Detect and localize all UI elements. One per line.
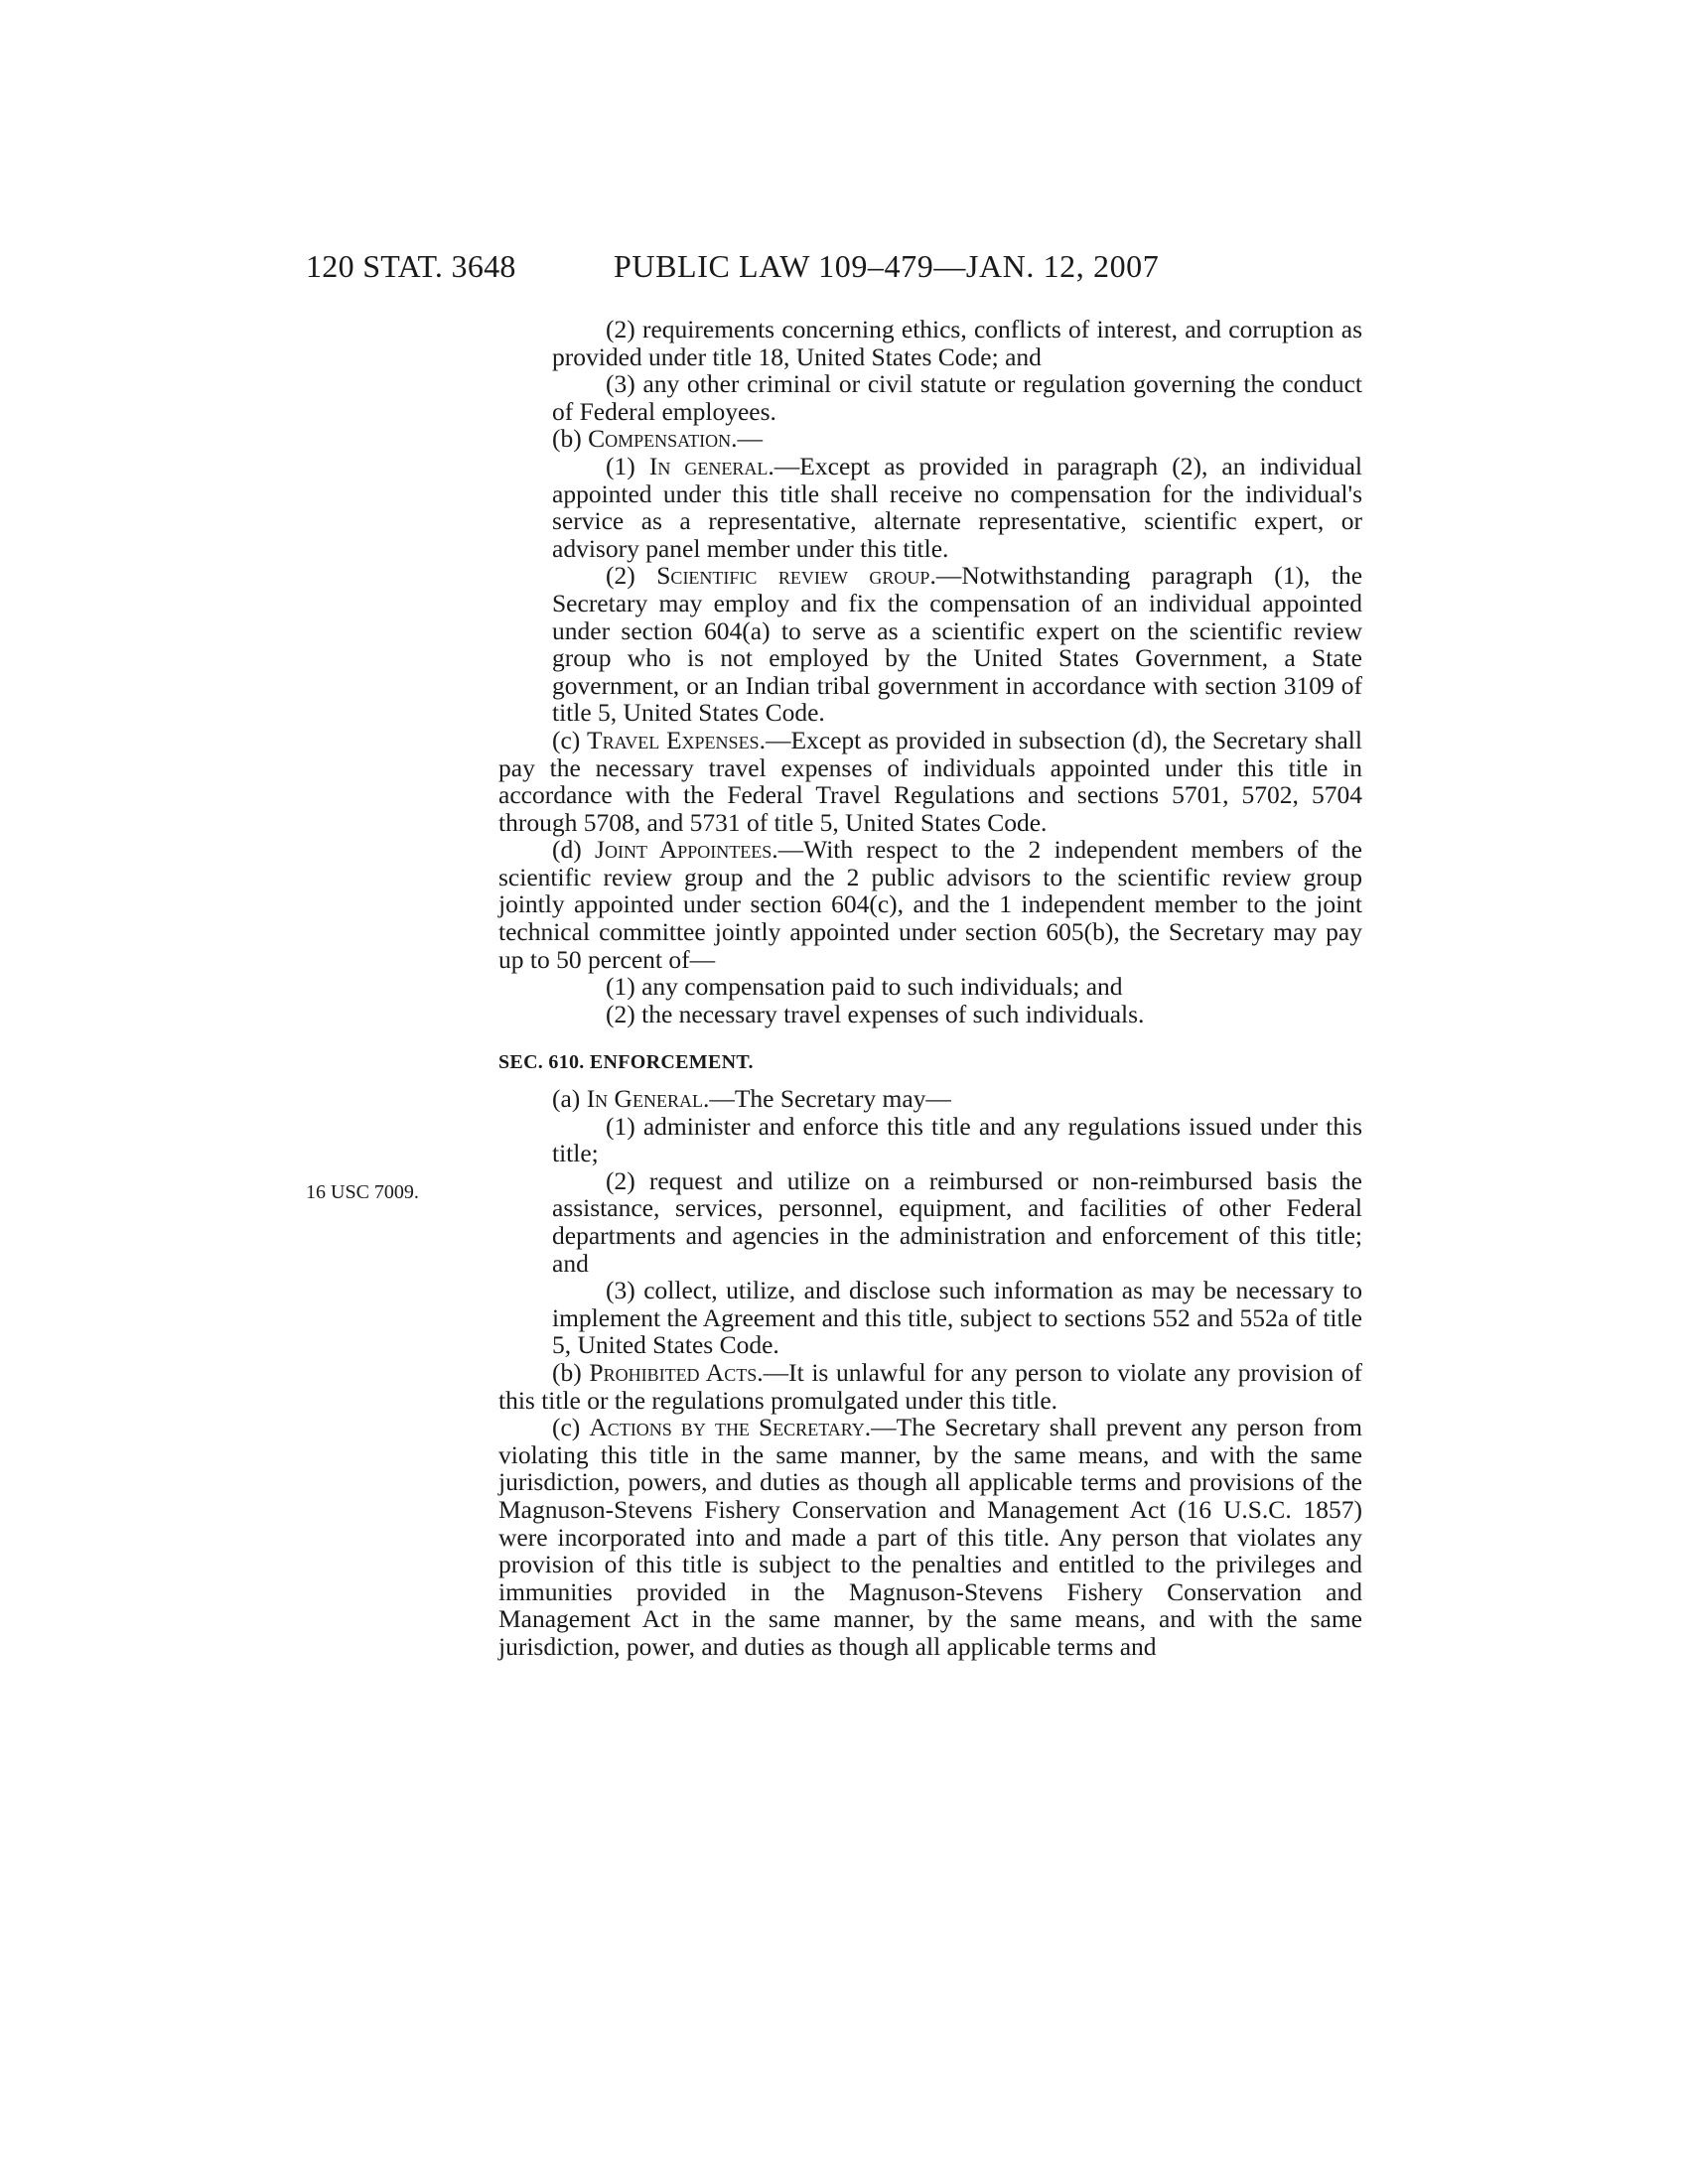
paragraph-b2: (2) Scientific review group.—Notwithstanding paragraph (1), the Secretary may employ and fix the compensation of an individual appointed under section 604(a) to serve as a scientific expert on the scientific review group who is not employed by the United States Government, a State government, or an Indian tribal government in accordance with section 3109 of title 5, United States Code. [552, 561, 1363, 728]
margin-citation: 16 USC 7009. [306, 1181, 419, 1203]
section-paragraph-a2: (2) request and utilize on a reimbursed or non-reimbursed basis the assistance, services, personnel, equipment, and facilities of other Federal departments and agencies in the administration and enforcement of this title; and [552, 1165, 1362, 1278]
paragraph-d1: (1) any compensation paid to such individuals; and [606, 972, 1123, 1002]
running-header-title: PUBLIC LAW 109–479—JAN. 12, 2007 [614, 248, 1160, 284]
section-subsection-a: (a) In General.—The Secretary may— [552, 1084, 951, 1114]
section-paragraph-a1: (1) administer and enforce this title and any regulations issued under this title; [552, 1111, 1362, 1168]
section-heading: SEC. 610. ENFORCEMENT. [498, 1051, 754, 1074]
section-paragraph-a3: (3) collect, utilize, and disclose such information as may be necessary to implement the Agreement and this title, subject to sections 552 and 552a of title 5, United States Code. [552, 1276, 1362, 1360]
document-body [498, 316, 1362, 1661]
paragraph-d2: (2) the necessary travel expenses of such individuals. [606, 999, 1145, 1028]
paragraph-a3: (3) any other criminal or civil statute or regulation governing the conduct of Federal employees. [552, 369, 1362, 426]
paragraph-a2: (2) requirements concerning ethics, conflicts of interest, and corruption as provided under title 18, United States Code; and [552, 315, 1362, 371]
statute-page-number: 120 STAT. 3648 [306, 248, 516, 284]
subsection-d: (d) Joint Appointees.—With respect to the 2 independent members of the scientific review group and the 2 public advisors to the scientific review group jointly appointed under section 604(c), and the 1 independent member to the joint technical committee jointly appointed under section 605(b), the Secretary may pay up to 50 percent of— [498, 835, 1362, 974]
section-subsection-c: (c) Actions by the Secretary.—The Secretary shall prevent any person from violating this title in the same manner, by the same means, and with the same jurisdiction, powers, and duties as though all applicable terms and provisions of the Magnuson-Stevens Fishery Conservation and Management Act (16 U.S.C. 1857) were incorporated into and made a part of this title. Any person that violates any provision of this title is subject to the penalties and entitled to the privileges and immunities provided in the Magnuson-Stevens Fishery Conservation and Management Act in the same manner, by the same means, and with the same jurisdiction, power, and duties as though all applicable terms and [498, 1413, 1362, 1661]
subsection-b-heading: (b) Compensation.— [552, 424, 764, 454]
subsection-c: (c) Travel Expenses.—Except as provided in subsection (d), the Secretary shall pay the necessary travel expenses of individuals appointed under this title in accordance with the Federal Travel Regulations and sections 5701, 5702, 5704 through 5708, and 5731 of title 5, United States Code. [498, 725, 1362, 837]
paragraph-b1: (1) In general.—Except as provided in paragraph (2), an individual appointed under this title shall receive no compensation for the individual's service as a representative, alternate representative, scientific expert, or advisory panel member under this title. [552, 451, 1363, 563]
section-subsection-b: (b) Prohibited Acts.—It is unlawful for any person to violate any provision of this title or the regulations promulgated under this title. [498, 1357, 1362, 1415]
